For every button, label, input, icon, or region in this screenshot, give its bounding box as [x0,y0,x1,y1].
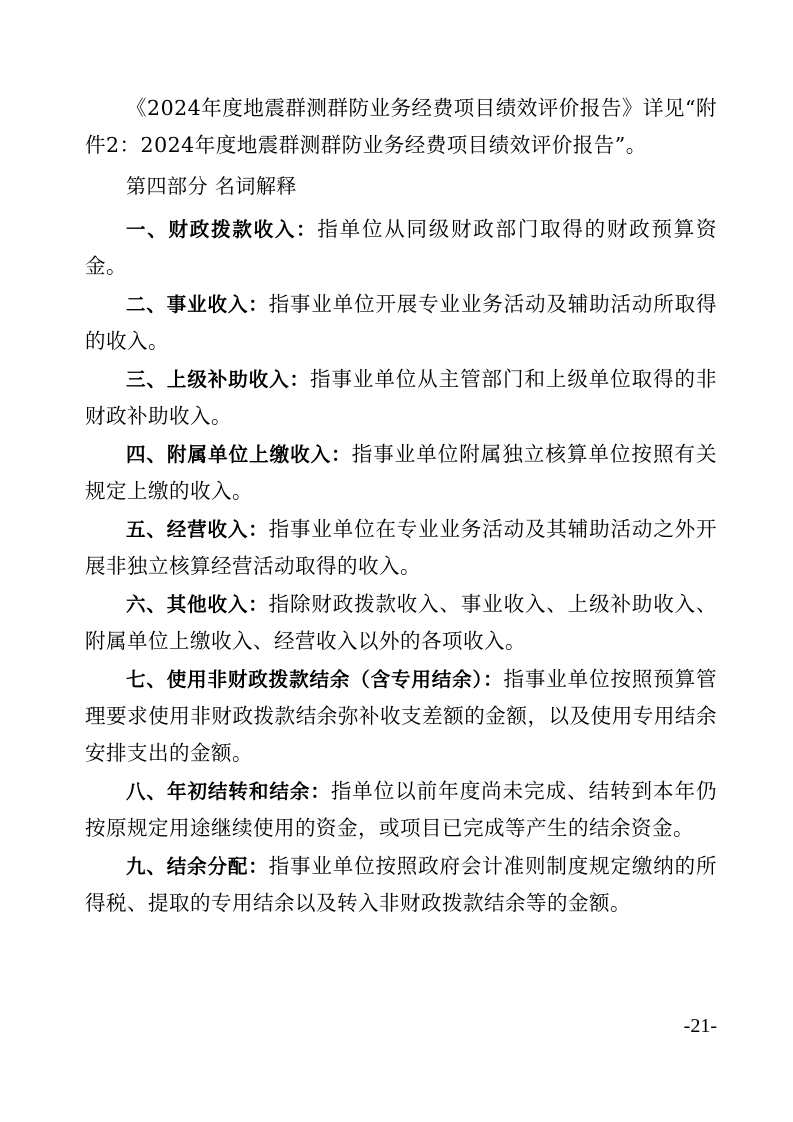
term-paragraph [85,436,717,510]
term-label: 三、上级补助收入： [126,368,310,391]
term-label: 一、财政拨款收入： [126,218,318,241]
term-paragraph [85,661,717,772]
term-paragraph [85,361,717,435]
term-label: 九、结余分配： [126,855,269,878]
term-label: 二、事业收入： [126,293,269,316]
term-label: 七、使用非财政拨款结余（含专用结余）： [126,668,504,691]
term-paragraph [85,286,717,360]
term-label: 五、经营收入： [126,518,269,541]
page-number: -21- [683,1015,717,1037]
section-heading: 第四部分 名词解释 [126,174,297,198]
term-paragraph [85,211,717,285]
intro-paragraph: 《2024年度地震群测群防业务经费项目绩效评价报告》详见“附件2：2024年度地震群测群防业务经费项目绩效评价报告”。 [85,96,717,157]
term-paragraph [85,773,717,847]
term-definition: 指事业单位按照预算管理要求使用非财政拨款结余弥补收支差额的金额，以及使用专用结余安排支出的金额。 [85,667,717,765]
term-definition: 指事业单位按照政府会计准则制度规定缴纳的所得税、提取的专用结余以及转入非财政拨款结余等的金额。 [85,854,717,915]
term-paragraph [85,586,717,660]
term-paragraph [85,848,717,922]
term-definition: 指单位从同级财政部门取得的财政预算资金。 [85,217,717,278]
term-definition: 指事业单位开展专业业务活动及辅助活动所取得的收入。 [85,292,717,353]
term-definition: 指单位以前年度尚未完成、结转到本年仍按原规定用途继续使用的资金，或项目已完成等产生的结余资金。 [85,779,717,840]
term-definition: 指事业单位在专业业务活动及其辅助活动之外开展非独立核算经营活动取得的收入。 [85,517,717,578]
term-definition: 指除财政拨款收入、事业收入、上级补助收入、附属单位上缴收入、经营收入以外的各项收入。 [85,592,717,653]
term-label: 四、附属单位上缴收入： [126,443,352,466]
term-definition: 指事业单位从主管部门和上级单位取得的非财政补助收入。 [85,367,717,428]
term-definition: 指事业单位附属独立核算单位按照有关规定上缴的收入。 [85,442,717,503]
term-label: 六、其他收入： [126,593,269,616]
term-label: 八、年初结转和结余： [126,780,331,803]
document-body [85,90,717,923]
term-paragraph [85,511,717,585]
